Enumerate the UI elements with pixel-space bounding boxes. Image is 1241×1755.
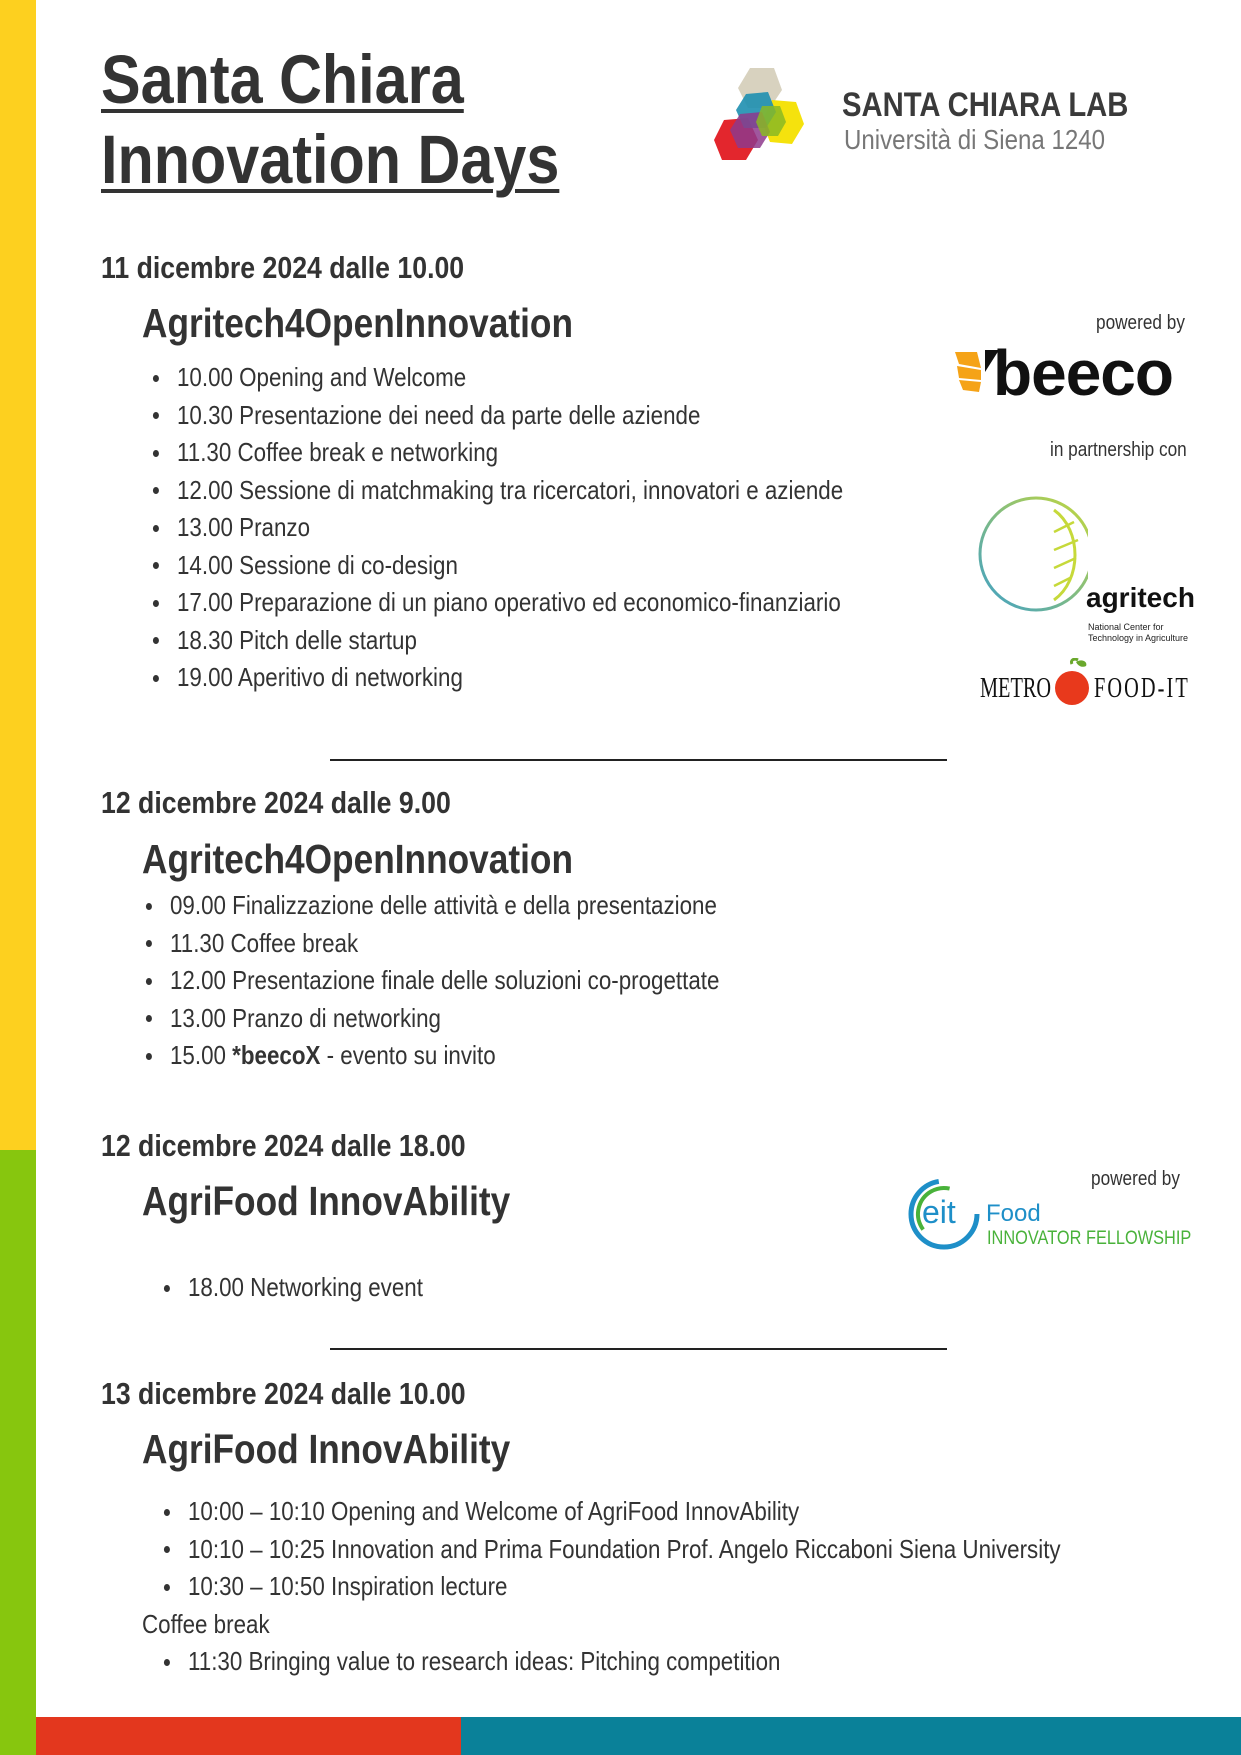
list-item: 13.00 Pranzo di networking bbox=[170, 1000, 719, 1038]
day4-title: AgriFood InnovAbility bbox=[142, 1426, 511, 1472]
agritech-sub-1: National Center for bbox=[1088, 622, 1164, 632]
list-item: 10:10 – 10:25 Innovation and Prima Foundation Prof. Angelo Riccaboni Siena University bbox=[188, 1531, 1061, 1569]
list-item: 12.00 Presentazione finale delle soluzioni co-progettate bbox=[170, 962, 719, 1000]
day2-title: Agritech4OpenInnovation bbox=[142, 836, 573, 882]
santa-chiara-lab-logo bbox=[710, 62, 1130, 172]
list-item: 19.00 Aperitivo di networking bbox=[177, 659, 843, 697]
lab-name: SANTA CHIARA LAB bbox=[842, 86, 1129, 124]
page-title bbox=[101, 40, 559, 200]
left-green-bar bbox=[0, 1150, 36, 1755]
day1-partnership: in partnership con bbox=[1050, 439, 1187, 461]
list-item: 10:00 – 10:10 Opening and Welcome of AgriFood InnovAbility bbox=[188, 1493, 1061, 1531]
agritech-name: agritech bbox=[1086, 582, 1195, 613]
bottom-teal-bar bbox=[461, 1717, 1241, 1755]
beeco-wordmark: beeco bbox=[993, 337, 1173, 409]
day1-date: 11 dicembre 2024 dalle 10.00 bbox=[101, 250, 465, 285]
day2-agenda bbox=[170, 887, 719, 1075]
list-item: 09.00 Finalizzazione delle attività e della presentazione bbox=[170, 887, 719, 925]
list-item: 11.30 Coffee break e networking bbox=[177, 434, 843, 472]
day1-title: Agritech4OpenInnovation bbox=[142, 300, 573, 346]
list-item: 14.00 Sessione di co-design bbox=[177, 547, 843, 585]
title-line-1: Santa Chiara bbox=[101, 41, 464, 118]
title-line-2: Innovation Days bbox=[101, 121, 560, 198]
eit-fellowship-text: INNOVATOR FELLOWSHIP bbox=[987, 1228, 1192, 1249]
beeco-logo bbox=[955, 337, 1205, 409]
agritech-logo bbox=[978, 492, 1208, 652]
lab-university: Università di Siena 1240 bbox=[844, 124, 1106, 155]
beecox-rest: - evento su invito bbox=[320, 1040, 496, 1070]
hexagon-cluster-icon bbox=[710, 62, 820, 172]
day1-agenda bbox=[177, 359, 843, 697]
list-item: 11.30 Coffee break bbox=[170, 925, 719, 963]
apple-icon bbox=[1052, 658, 1092, 706]
list-item: 17.00 Preparazione di un piano operativo ed economico-finanziario bbox=[177, 584, 843, 622]
agritech-leaf-icon bbox=[978, 492, 1088, 617]
eit-food-text: Food bbox=[986, 1200, 1041, 1227]
list-item: 18.30 Pitch delle startup bbox=[177, 622, 843, 660]
left-yellow-bar bbox=[0, 0, 36, 1150]
day4-date: 13 dicembre 2024 dalle 10.00 bbox=[101, 1376, 466, 1411]
beecox-label: *beecoX bbox=[232, 1040, 321, 1070]
list-item: 13.00 Pranzo bbox=[177, 509, 843, 547]
day3-agenda bbox=[188, 1269, 423, 1307]
list-item: 18.00 Networking event bbox=[188, 1269, 423, 1307]
day3-date: 12 dicembre 2024 dalle 18.00 bbox=[101, 1128, 466, 1163]
eit-text: eit bbox=[922, 1194, 956, 1230]
bottom-red-bar bbox=[36, 1717, 461, 1755]
metrofood-right: FOOD-IT bbox=[1094, 672, 1190, 704]
list-item bbox=[170, 1037, 719, 1075]
list-item: 12.00 Sessione di matchmaking tra ricercatori, innovatori e aziende bbox=[177, 472, 843, 510]
list-item: 10:30 – 10:50 Inspiration lecture bbox=[188, 1568, 1061, 1606]
eit-food-logo bbox=[906, 1176, 1192, 1254]
metrofood-left: METRO bbox=[980, 672, 1052, 704]
day3-title: AgriFood InnovAbility bbox=[142, 1178, 511, 1224]
list-item: 11:30 Bringing value to research ideas: Pitching competition bbox=[188, 1643, 780, 1681]
day1-powered-by: powered by bbox=[1096, 312, 1185, 334]
section-divider bbox=[330, 1348, 947, 1350]
list-item: 10.00 Opening and Welcome bbox=[177, 359, 843, 397]
list-item: 10.30 Presentazione dei need da parte delle aziende bbox=[177, 397, 843, 435]
agritech-sub-2: Technology in Agriculture bbox=[1088, 633, 1189, 643]
day2-date: 12 dicembre 2024 dalle 9.00 bbox=[101, 785, 451, 820]
day4-agenda bbox=[188, 1493, 1061, 1606]
beecox-time: 15.00 bbox=[170, 1040, 233, 1070]
section-divider bbox=[330, 759, 947, 761]
day4-agenda-2 bbox=[188, 1643, 780, 1681]
coffee-break-text: Coffee break bbox=[142, 1609, 270, 1639]
day3-powered-by: powered by bbox=[1091, 1168, 1180, 1190]
metrofood-logo bbox=[980, 658, 1210, 708]
